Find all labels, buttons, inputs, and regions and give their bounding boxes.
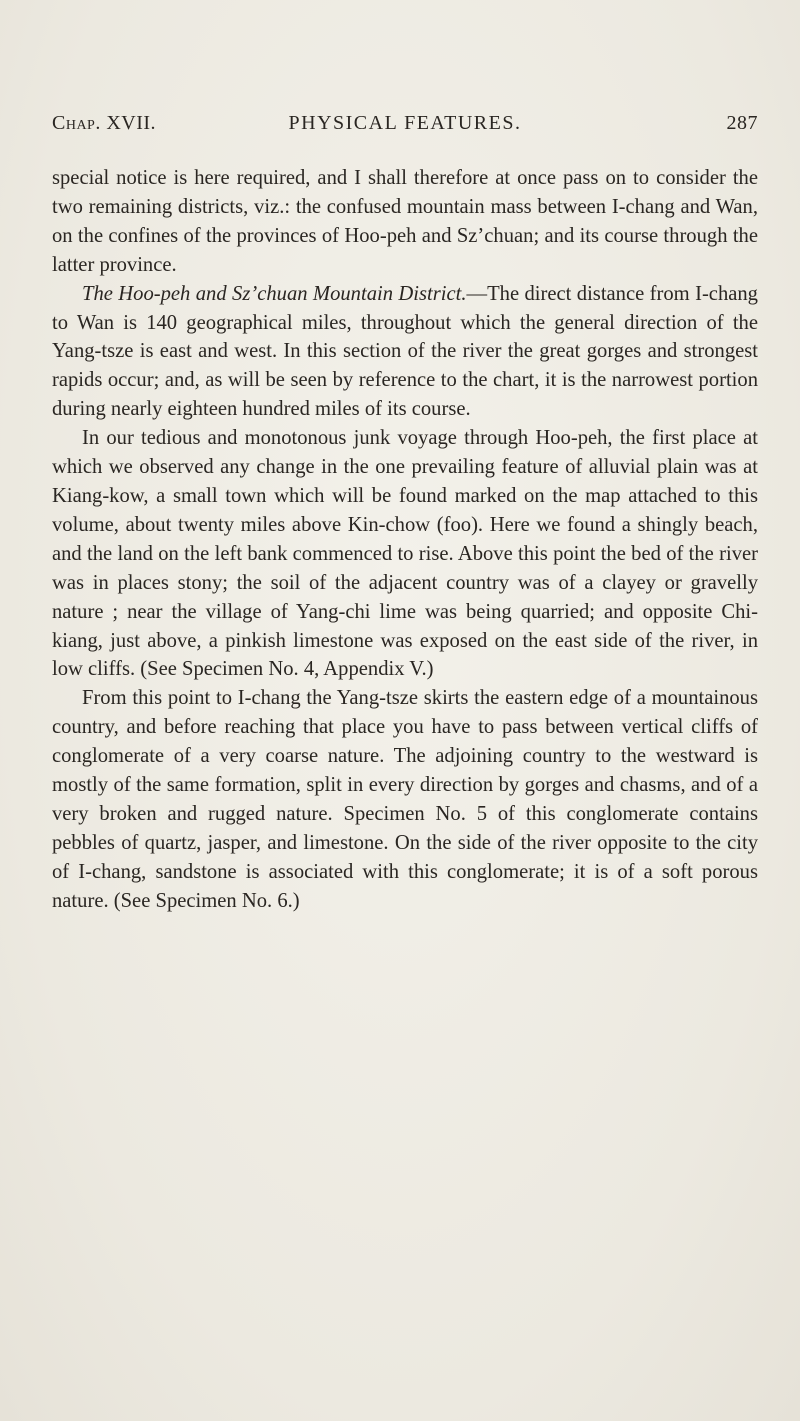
paragraph-4 (52, 684, 758, 915)
paragraph-2-text: —The direct distance from I-chang to Wan is 140 geographical miles, throughout which the general direction of the Yang-tsze is east and west. In this section of the river the great gorges and strongest rapids occur; and, as will be seen by reference to the chart, it is the narrowest portion during nearly eighteen hundred miles of its course. (52, 282, 758, 421)
body-text (52, 164, 758, 916)
paragraph-3 (52, 424, 758, 684)
paragraph-4-text: From this point to I-chang the Yang-tsze skirts the eastern edge of a mountainous country, and before reaching that place you have to pass between vertical cliffs of conglomerate of a very coarse nature. The adjoining country to the westward is mostly of the same formation, split in every direction by gorges and chasms, and of a very broken and rugged nature. Specimen No. 5 of this conglomerate contains pebbles of quartz, jasper, and limestone. On the side of the river opposite to the city of I-chang, sandstone is associated with this conglomerate; it is of a soft porous nature. (See Specimen No. 6.) (52, 687, 758, 912)
paragraph-1 (52, 164, 758, 280)
paragraph-2 (52, 280, 758, 425)
section-title: PHYSICAL FEATURES. (288, 112, 522, 134)
section-heading-italic: The Hoo-peh and Sz’chuan Mountain District. (82, 282, 467, 305)
chapter-label: Chap. XVII. (52, 112, 157, 134)
page-number: 287 (726, 112, 758, 134)
paragraph-1-text: special notice is here required, and I shall therefore at once pass on to consider the two remaining districts, viz.: the confused mountain mass between I-chang and Wan, on the confines of the provinces of Hoo-peh and Sz’chuan; and its course through the latter province. (52, 167, 758, 276)
paragraph-3-text: In our tedious and monotonous junk voyage through Hoo-peh, the first place at which we observed any change in the one prevailing feature of alluvial plain was at Kiang-kow, a small town which will be found marked on the map attached to this volume, about twenty miles above Kin-chow (foo). Here we found a shingly beach, and the land on the left bank commenced to rise. Above this point the bed of the river was in places stony; the soil of the adjacent country was of a clayey or gravelly nature ; near the village of Yang-chi lime was being quarried; and opposite Chi-kiang, just above, a pinkish limestone was exposed on the east side of the river, in low cliffs. (See Specimen No. 4, Appendix V.) (52, 427, 758, 681)
running-head (52, 112, 758, 138)
